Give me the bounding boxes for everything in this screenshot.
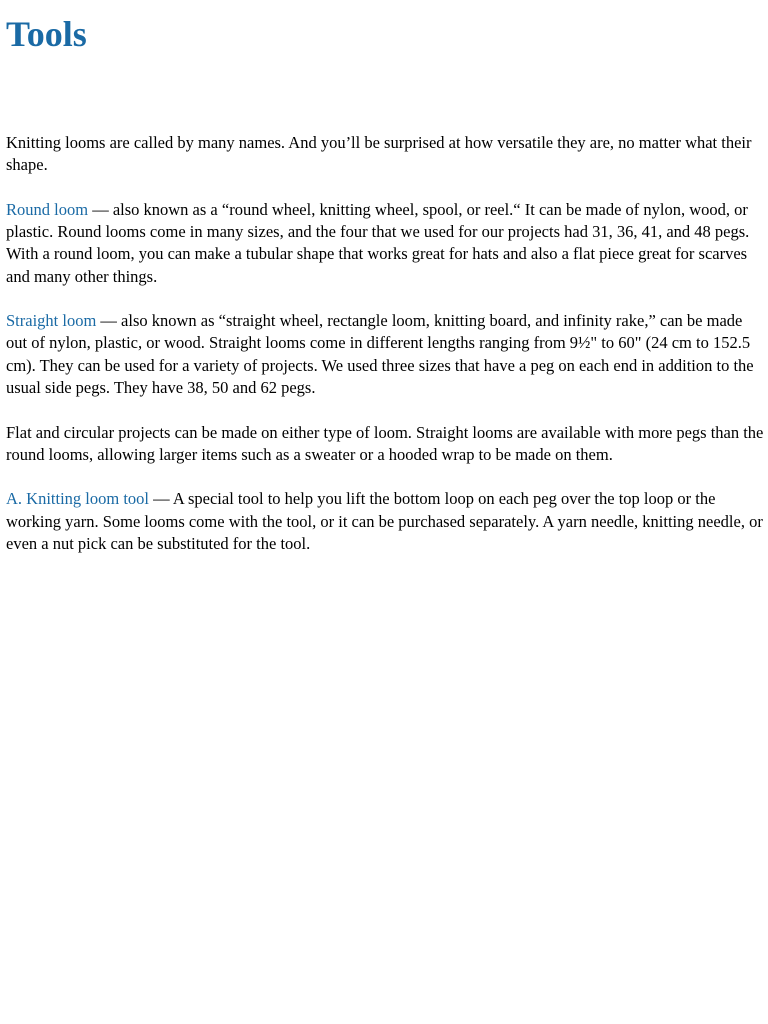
loom-tool-text: — A special tool to help you lift the bottom loop on each peg over the top loop or the working yarn. Some looms come with the tool, or it can be purchased separately. A yarn needle, knitting needle, or even a nut pick can be substituted for the tool. (6, 489, 763, 553)
round-loom-paragraph (6, 199, 764, 288)
intro-paragraph: Knitting looms are called by many names. And you’ll be surprised at how versatile they are, no matter what their shape. (6, 133, 752, 175)
body-content (6, 132, 764, 578)
straight-loom-term: Straight loom (6, 311, 97, 331)
straight-loom-paragraph (6, 310, 764, 399)
flat-circular-paragraph: Flat and circular projects can be made on either type of loom. Straight looms are available with more pegs than the round looms, allowing larger items such as a sweater or a hooded wrap to be made on them. (6, 422, 764, 464)
straight-loom-text: — also known as “straight wheel, rectangle loom, knitting board, and infinity rake,” can be made out of nylon, plastic, or wood. Straight looms come in different lengths ranging from 9½" to 60" (24 cm to 152.5 cm). They can be used for a variety of projects. We used three sizes that have a peg on each end in addition to the usual side pegs. They have 38, 50 and 62 pegs. (6, 311, 754, 397)
page-title: Tools (6, 14, 87, 54)
round-loom-text: — also known as a “round wheel, knitting wheel, spool, or reel.“ It can be made of nylon, wood, or plastic. Round looms come in many sizes, and the four that we used for our projects had 31, 36, 41, and 48 pegs. With a round loom, you can make a tubular shape that works great for hats and also a flat piece great for scarves and many other things. (6, 199, 750, 286)
loom-tool-paragraph (6, 488, 764, 555)
loom-tool-term: A. Knitting loom tool (6, 489, 150, 509)
round-loom-term: Round loom (6, 199, 89, 219)
